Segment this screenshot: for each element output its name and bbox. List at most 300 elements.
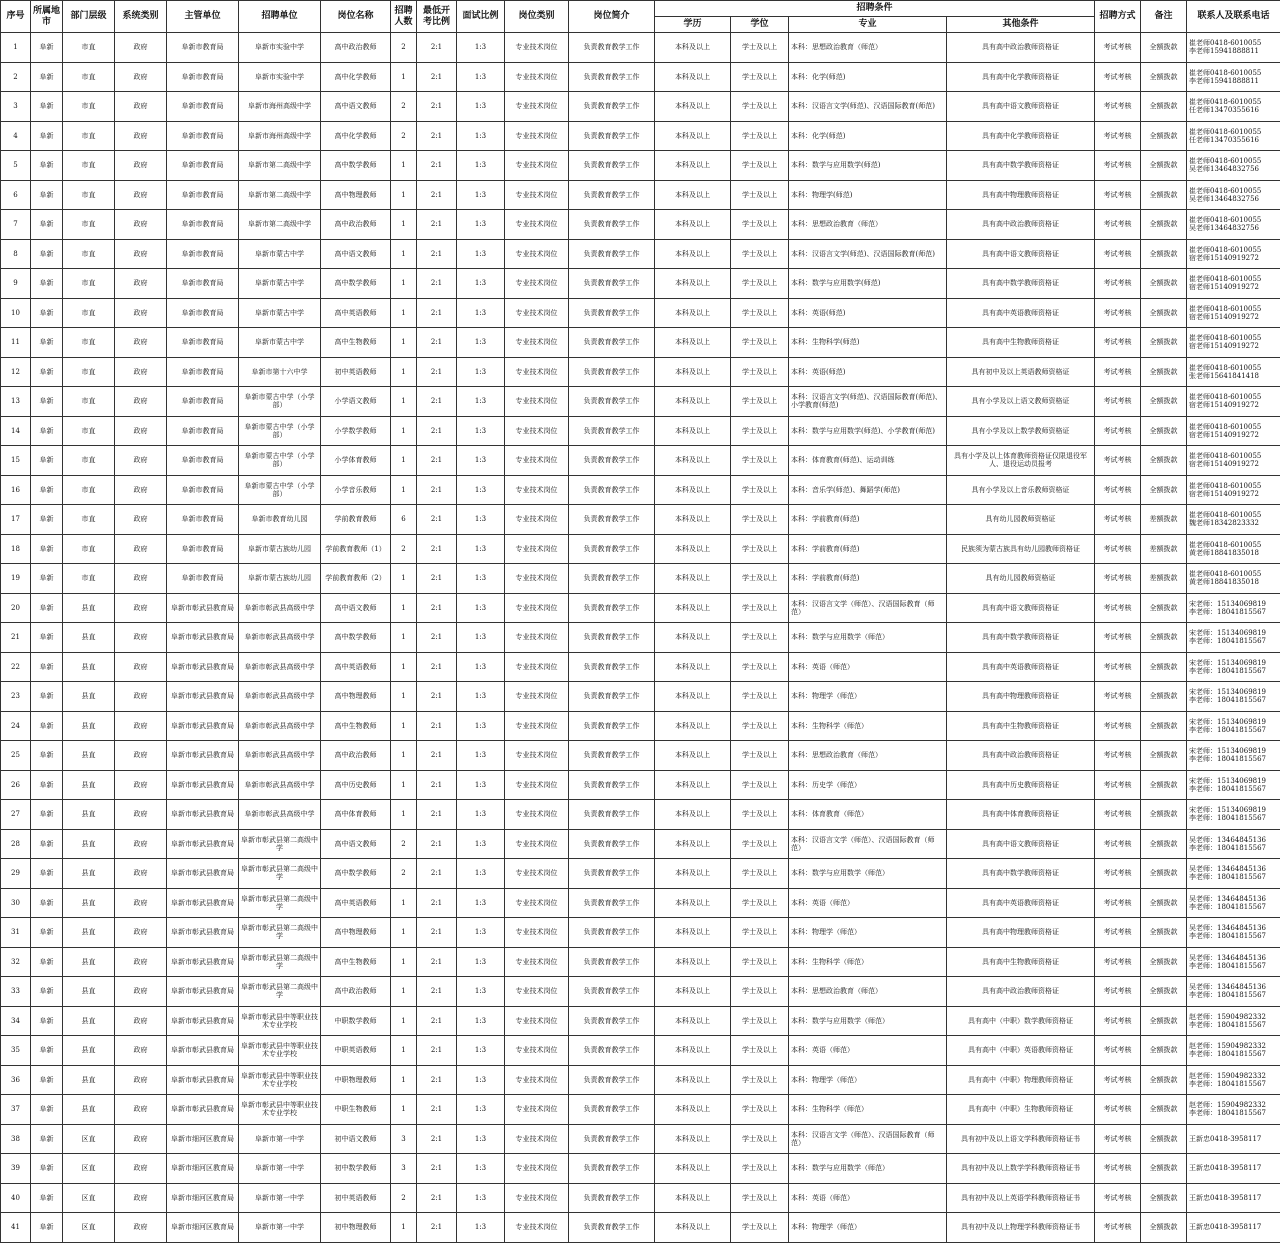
cell-degree: 学士及以上 [731, 1006, 789, 1036]
cell-system: 政府 [115, 1213, 167, 1243]
cell-post: 高中英语教师 [321, 888, 391, 918]
cell-unit: 阜新市教育幼儿园 [239, 505, 321, 535]
cell-system: 政府 [115, 1006, 167, 1036]
cell-other: 具有高中数学教师资格证 [947, 269, 1095, 299]
cell-min-ratio: 2:1 [417, 859, 457, 889]
cell-note: 全额拨款 [1141, 1065, 1187, 1095]
cell-city: 阜新 [31, 859, 63, 889]
cell-method: 考试考核 [1095, 446, 1141, 476]
cell-contact: 宋老师：15134069819 李老师：18041815567 [1187, 682, 1280, 712]
cell-post: 初中语文教师 [321, 1124, 391, 1154]
cell-seq: 35 [1, 1036, 31, 1066]
cell-seq: 17 [1, 505, 31, 535]
cell-note: 全额拨款 [1141, 1036, 1187, 1066]
cell-post-type: 专业技术岗位 [505, 180, 569, 210]
cell-post: 高中政治教师 [321, 33, 391, 63]
cell-major: 本科：英语(师范) [789, 357, 947, 387]
cell-post-type: 专业技术岗位 [505, 564, 569, 594]
cell-post: 高中数学教师 [321, 269, 391, 299]
cell-seq: 1 [1, 33, 31, 63]
cell-unit: 阜新市蒙古中学（小学部） [239, 416, 321, 446]
cell-major: 本科：物理学（师范） [789, 1065, 947, 1095]
cell-major: 本科：思想政治教育（师范） [789, 741, 947, 771]
cell-note: 全额拨款 [1141, 859, 1187, 889]
cell-interview-ratio: 1:3 [457, 652, 505, 682]
cell-other: 具有高中（中职）物理教师资格证 [947, 1065, 1095, 1095]
cell-post-desc: 负责教育教学工作 [569, 534, 655, 564]
cell-major: 本科：汉语言文学(师范)、汉语国际教育(师范) [789, 239, 947, 269]
header-level: 部门层级 [63, 1, 115, 33]
cell-level: 市直 [63, 328, 115, 358]
cell-method: 考试考核 [1095, 770, 1141, 800]
cell-count: 1 [391, 918, 417, 948]
table-row [1, 239, 1280, 269]
cell-level: 市直 [63, 239, 115, 269]
cell-authority: 阜新市彰武县教育局 [167, 918, 239, 948]
cell-major: 本科：数学与应用数学(师范)、小学教育(师范) [789, 416, 947, 446]
cell-count: 1 [391, 269, 417, 299]
cell-contact: 赵老师：15904982332 李老师：18041815567 [1187, 1036, 1280, 1066]
cell-post-type: 专业技术岗位 [505, 534, 569, 564]
cell-authority: 阜新市教育局 [167, 298, 239, 328]
cell-interview-ratio: 1:3 [457, 357, 505, 387]
cell-seq: 16 [1, 475, 31, 505]
cell-edu: 本科及以上 [655, 623, 731, 653]
cell-major: 本科：汉语言文学（师范）、汉语国际教育（师范） [789, 1124, 947, 1154]
cell-authority: 阜新市教育局 [167, 534, 239, 564]
cell-contact: 崔老师0418-6010055 吴老师13464832756 [1187, 151, 1280, 181]
cell-system: 政府 [115, 298, 167, 328]
cell-min-ratio: 2:1 [417, 1124, 457, 1154]
cell-major: 本科：生物科学（师范） [789, 947, 947, 977]
table-header [1, 1, 1280, 33]
cell-min-ratio: 2:1 [417, 239, 457, 269]
cell-edu: 本科及以上 [655, 1036, 731, 1066]
cell-min-ratio: 2:1 [417, 682, 457, 712]
cell-unit: 阜新市蒙古中学 [239, 239, 321, 269]
cell-note: 全额拨款 [1141, 328, 1187, 358]
header-city: 所属地市 [31, 1, 63, 33]
cell-level: 县直 [63, 947, 115, 977]
cell-other: 具有高中英语教师资格证 [947, 652, 1095, 682]
cell-method: 考试考核 [1095, 298, 1141, 328]
cell-system: 政府 [115, 800, 167, 830]
cell-city: 阜新 [31, 741, 63, 771]
cell-count: 1 [391, 1095, 417, 1125]
cell-city: 阜新 [31, 1006, 63, 1036]
cell-post-desc: 负责教育教学工作 [569, 947, 655, 977]
cell-edu: 本科及以上 [655, 682, 731, 712]
header-post-desc: 岗位简介 [569, 1, 655, 33]
cell-seq: 25 [1, 741, 31, 771]
cell-other: 具有高中生物教师资格证 [947, 947, 1095, 977]
cell-post: 中职生物教师 [321, 1095, 391, 1125]
table-row [1, 741, 1280, 771]
cell-degree: 学士及以上 [731, 534, 789, 564]
cell-unit: 阜新市彰武县高级中学 [239, 741, 321, 771]
cell-contact: 崔老师0418-6010055 黄老师18841835018 [1187, 564, 1280, 594]
cell-note: 全额拨款 [1141, 1095, 1187, 1125]
cell-post-type: 专业技术岗位 [505, 593, 569, 623]
cell-edu: 本科及以上 [655, 593, 731, 623]
cell-system: 政府 [115, 180, 167, 210]
cell-interview-ratio: 1:3 [457, 180, 505, 210]
cell-seq: 10 [1, 298, 31, 328]
cell-contact: 王新忠0418-3958117 [1187, 1213, 1280, 1243]
header-other: 其他条件 [947, 17, 1095, 33]
cell-note: 全额拨款 [1141, 239, 1187, 269]
cell-seq: 36 [1, 1065, 31, 1095]
table-row [1, 357, 1280, 387]
cell-major: 本科：汉语言文学（师范）、汉语国际教育（师范） [789, 593, 947, 623]
cell-contact: 赵老师：15904982332 李老师：18041815567 [1187, 1095, 1280, 1125]
cell-edu: 本科及以上 [655, 770, 731, 800]
cell-system: 政府 [115, 269, 167, 299]
cell-major: 本科：数学与应用数学（师范） [789, 859, 947, 889]
cell-authority: 阜新市教育局 [167, 180, 239, 210]
cell-post-type: 专业技术岗位 [505, 623, 569, 653]
cell-contact: 崔老师0418-6010055 张老师15641841418 [1187, 357, 1280, 387]
cell-authority: 阜新市彰武县教育局 [167, 593, 239, 623]
cell-authority: 阜新市教育局 [167, 446, 239, 476]
cell-degree: 学士及以上 [731, 357, 789, 387]
cell-other: 具有高中物理教师资格证 [947, 180, 1095, 210]
cell-min-ratio: 2:1 [417, 1095, 457, 1125]
cell-contact: 崔老师0418-6010055 宿老师15140919272 [1187, 269, 1280, 299]
cell-edu: 本科及以上 [655, 269, 731, 299]
cell-unit: 阜新市第十六中学 [239, 357, 321, 387]
cell-major: 本科：化学(师范) [789, 62, 947, 92]
cell-interview-ratio: 1:3 [457, 210, 505, 240]
cell-city: 阜新 [31, 1213, 63, 1243]
header-seq: 序号 [1, 1, 31, 33]
cell-count: 1 [391, 298, 417, 328]
cell-post: 高中生物教师 [321, 328, 391, 358]
cell-post-type: 专业技术岗位 [505, 918, 569, 948]
cell-system: 政府 [115, 239, 167, 269]
cell-level: 县直 [63, 888, 115, 918]
cell-interview-ratio: 1:3 [457, 741, 505, 771]
cell-contact: 崔老师0418-6010055 吴老师13464832756 [1187, 210, 1280, 240]
cell-count: 1 [391, 652, 417, 682]
cell-level: 市直 [63, 62, 115, 92]
cell-major: 本科：生物科学（师范） [789, 711, 947, 741]
cell-method: 考试考核 [1095, 269, 1141, 299]
cell-post-type: 专业技术岗位 [505, 711, 569, 741]
cell-interview-ratio: 1:3 [457, 92, 505, 122]
cell-edu: 本科及以上 [655, 918, 731, 948]
cell-count: 1 [391, 1065, 417, 1095]
cell-system: 政府 [115, 1154, 167, 1184]
cell-degree: 学士及以上 [731, 623, 789, 653]
cell-interview-ratio: 1:3 [457, 328, 505, 358]
cell-method: 考试考核 [1095, 121, 1141, 151]
cell-count: 2 [391, 829, 417, 859]
cell-edu: 本科及以上 [655, 652, 731, 682]
cell-note: 全额拨款 [1141, 623, 1187, 653]
cell-seq: 26 [1, 770, 31, 800]
cell-edu: 本科及以上 [655, 121, 731, 151]
cell-post-type: 专业技术岗位 [505, 92, 569, 122]
cell-degree: 学士及以上 [731, 210, 789, 240]
cell-post-type: 专业技术岗位 [505, 1154, 569, 1184]
cell-unit: 阜新市彰武县中等职业技术专业学校 [239, 1065, 321, 1095]
cell-method: 考试考核 [1095, 593, 1141, 623]
header-system: 系统类别 [115, 1, 167, 33]
cell-count: 1 [391, 711, 417, 741]
table-row [1, 1213, 1280, 1243]
cell-count: 1 [391, 593, 417, 623]
cell-system: 政府 [115, 1124, 167, 1154]
cell-interview-ratio: 1:3 [457, 239, 505, 269]
cell-note: 全额拨款 [1141, 357, 1187, 387]
cell-interview-ratio: 1:3 [457, 1124, 505, 1154]
cell-method: 考试考核 [1095, 33, 1141, 63]
cell-contact: 崔老师0418-6010055 任老师13470355616 [1187, 92, 1280, 122]
table-row [1, 62, 1280, 92]
cell-method: 考试考核 [1095, 829, 1141, 859]
cell-min-ratio: 2:1 [417, 328, 457, 358]
cell-post-type: 专业技术岗位 [505, 446, 569, 476]
cell-post-type: 专业技术岗位 [505, 33, 569, 63]
cell-major: 本科：英语（师范） [789, 652, 947, 682]
cell-level: 县直 [63, 800, 115, 830]
cell-count: 1 [391, 682, 417, 712]
cell-post: 高中语文教师 [321, 239, 391, 269]
header-note: 备注 [1141, 1, 1187, 33]
cell-method: 考试考核 [1095, 1183, 1141, 1213]
cell-post: 高中语文教师 [321, 829, 391, 859]
cell-note: 全额拨款 [1141, 800, 1187, 830]
cell-major: 本科：体育教育（师范） [789, 800, 947, 830]
cell-min-ratio: 2:1 [417, 652, 457, 682]
cell-major: 本科：汉语言文学(师范)、汉语国际教育(师范)、小学教育(师范) [789, 387, 947, 417]
table-row [1, 652, 1280, 682]
cell-seq: 22 [1, 652, 31, 682]
cell-post-desc: 负责教育教学工作 [569, 711, 655, 741]
cell-interview-ratio: 1:3 [457, 800, 505, 830]
cell-interview-ratio: 1:3 [457, 1213, 505, 1243]
cell-other: 具有高中（中职）生物教师资格证 [947, 1095, 1095, 1125]
cell-unit: 阜新市海州高级中学 [239, 121, 321, 151]
cell-authority: 阜新市彰武县教育局 [167, 1065, 239, 1095]
cell-post-desc: 负责教育教学工作 [569, 121, 655, 151]
table-row [1, 180, 1280, 210]
cell-contact: 赵老师：15904982332 李老师：18041815567 [1187, 1065, 1280, 1095]
table-row [1, 829, 1280, 859]
cell-degree: 学士及以上 [731, 1036, 789, 1066]
cell-major: 本科：数学与应用数学(师范) [789, 151, 947, 181]
cell-note: 全额拨款 [1141, 298, 1187, 328]
cell-post: 高中物理教师 [321, 918, 391, 948]
cell-city: 阜新 [31, 121, 63, 151]
cell-post-type: 专业技术岗位 [505, 1036, 569, 1066]
cell-degree: 学士及以上 [731, 977, 789, 1007]
cell-count: 1 [391, 180, 417, 210]
cell-seq: 5 [1, 151, 31, 181]
cell-note: 差额拨款 [1141, 564, 1187, 594]
cell-post-desc: 负责教育教学工作 [569, 180, 655, 210]
cell-major: 本科：化学(师范) [789, 121, 947, 151]
cell-major: 本科：汉语言文学（师范）、汉语国际教育（师范） [789, 829, 947, 859]
cell-seq: 29 [1, 859, 31, 889]
cell-note: 差额拨款 [1141, 534, 1187, 564]
cell-major: 本科：数学与应用数学（师范） [789, 623, 947, 653]
cell-city: 阜新 [31, 1095, 63, 1125]
cell-other: 具有幼儿园教师资格证 [947, 564, 1095, 594]
cell-contact: 宋老师：15134069819 李老师：18041815567 [1187, 741, 1280, 771]
cell-level: 县直 [63, 1065, 115, 1095]
cell-system: 政府 [115, 918, 167, 948]
cell-edu: 本科及以上 [655, 711, 731, 741]
cell-post-desc: 负责教育教学工作 [569, 741, 655, 771]
cell-post: 学前教育教师（1） [321, 534, 391, 564]
cell-level: 市直 [63, 387, 115, 417]
table-row [1, 888, 1280, 918]
cell-city: 阜新 [31, 711, 63, 741]
cell-authority: 阜新市彰武县教育局 [167, 1095, 239, 1125]
cell-system: 政府 [115, 770, 167, 800]
cell-authority: 阜新市彰武县教育局 [167, 1036, 239, 1066]
cell-post: 中职物理教师 [321, 1065, 391, 1095]
cell-seq: 32 [1, 947, 31, 977]
cell-post-type: 专业技术岗位 [505, 1095, 569, 1125]
cell-method: 考试考核 [1095, 357, 1141, 387]
cell-method: 考试考核 [1095, 741, 1141, 771]
cell-contact: 宋老师：15134069819 李老师：18041815567 [1187, 770, 1280, 800]
cell-count: 1 [391, 1006, 417, 1036]
cell-other: 具有高中（中职）英语教师资格证 [947, 1036, 1095, 1066]
table-row [1, 298, 1280, 328]
cell-min-ratio: 2:1 [417, 1213, 457, 1243]
cell-system: 政府 [115, 210, 167, 240]
cell-post-desc: 负责教育教学工作 [569, 357, 655, 387]
cell-interview-ratio: 1:3 [457, 888, 505, 918]
cell-post-desc: 负责教育教学工作 [569, 888, 655, 918]
cell-note: 全额拨款 [1141, 593, 1187, 623]
cell-other: 具有高中历史教师资格证 [947, 770, 1095, 800]
cell-degree: 学士及以上 [731, 741, 789, 771]
cell-post: 高中政治教师 [321, 977, 391, 1007]
cell-contact: 崔老师0418-6010055 宿老师15140919272 [1187, 475, 1280, 505]
cell-system: 政府 [115, 357, 167, 387]
cell-interview-ratio: 1:3 [457, 121, 505, 151]
cell-system: 政府 [115, 33, 167, 63]
cell-system: 政府 [115, 1183, 167, 1213]
cell-edu: 本科及以上 [655, 33, 731, 63]
cell-min-ratio: 2:1 [417, 741, 457, 771]
cell-contact: 崔老师0418-6010055 宿老师15140919272 [1187, 239, 1280, 269]
cell-level: 县直 [63, 1036, 115, 1066]
cell-interview-ratio: 1:3 [457, 151, 505, 181]
cell-post: 高中英语教师 [321, 298, 391, 328]
table-row [1, 623, 1280, 653]
cell-interview-ratio: 1:3 [457, 416, 505, 446]
cell-unit: 阜新市彰武县中等职业技术专业学校 [239, 1036, 321, 1066]
cell-note: 全额拨款 [1141, 1006, 1187, 1036]
cell-edu: 本科及以上 [655, 1065, 731, 1095]
table-row [1, 151, 1280, 181]
cell-note: 全额拨款 [1141, 977, 1187, 1007]
cell-city: 阜新 [31, 977, 63, 1007]
cell-other: 具有高中生物教师资格证 [947, 328, 1095, 358]
cell-system: 政府 [115, 151, 167, 181]
cell-min-ratio: 2:1 [417, 210, 457, 240]
cell-post-type: 专业技术岗位 [505, 210, 569, 240]
cell-count: 1 [391, 888, 417, 918]
cell-degree: 学士及以上 [731, 800, 789, 830]
cell-min-ratio: 2:1 [417, 1154, 457, 1184]
cell-degree: 学士及以上 [731, 239, 789, 269]
cell-unit: 阜新市彰武县高级中学 [239, 593, 321, 623]
cell-edu: 本科及以上 [655, 534, 731, 564]
cell-post-desc: 负责教育教学工作 [569, 239, 655, 269]
cell-post-type: 专业技术岗位 [505, 475, 569, 505]
cell-major: 本科：体育教育(师范)、运动训练 [789, 446, 947, 476]
cell-other: 具有高中政治教师资格证 [947, 210, 1095, 240]
cell-edu: 本科及以上 [655, 328, 731, 358]
cell-degree: 学士及以上 [731, 829, 789, 859]
cell-interview-ratio: 1:3 [457, 298, 505, 328]
cell-system: 政府 [115, 593, 167, 623]
cell-major: 本科：物理学（师范） [789, 1213, 947, 1243]
cell-interview-ratio: 1:3 [457, 682, 505, 712]
cell-city: 阜新 [31, 1036, 63, 1066]
cell-interview-ratio: 1:3 [457, 977, 505, 1007]
cell-edu: 本科及以上 [655, 92, 731, 122]
cell-system: 政府 [115, 859, 167, 889]
table-row [1, 1124, 1280, 1154]
cell-city: 阜新 [31, 829, 63, 859]
cell-min-ratio: 2:1 [417, 829, 457, 859]
cell-unit: 阜新市蒙古中学 [239, 298, 321, 328]
cell-post-type: 专业技术岗位 [505, 888, 569, 918]
cell-note: 全额拨款 [1141, 1124, 1187, 1154]
cell-major: 本科：数学与应用数学(师范) [789, 269, 947, 299]
cell-edu: 本科及以上 [655, 210, 731, 240]
cell-edu: 本科及以上 [655, 829, 731, 859]
cell-post: 初中物理教师 [321, 1213, 391, 1243]
cell-level: 市直 [63, 357, 115, 387]
cell-min-ratio: 2:1 [417, 623, 457, 653]
cell-unit: 阜新市蒙古中学（小学部） [239, 475, 321, 505]
cell-level: 县直 [63, 741, 115, 771]
cell-system: 政府 [115, 416, 167, 446]
cell-min-ratio: 2:1 [417, 800, 457, 830]
cell-unit: 阜新市彰武县第二高级中学 [239, 859, 321, 889]
cell-interview-ratio: 1:3 [457, 475, 505, 505]
cell-city: 阜新 [31, 269, 63, 299]
cell-method: 考试考核 [1095, 652, 1141, 682]
cell-contact: 宋老师：15134069819 李老师：18041815567 [1187, 800, 1280, 830]
cell-degree: 学士及以上 [731, 151, 789, 181]
cell-level: 市直 [63, 210, 115, 240]
cell-min-ratio: 2:1 [417, 92, 457, 122]
cell-level: 市直 [63, 180, 115, 210]
header-min-ratio: 最低开考比例 [417, 1, 457, 33]
cell-contact: 宋老师：15134069819 李老师：18041815567 [1187, 623, 1280, 653]
cell-seq: 23 [1, 682, 31, 712]
cell-min-ratio: 2:1 [417, 387, 457, 417]
table-row [1, 416, 1280, 446]
cell-post-type: 专业技术岗位 [505, 121, 569, 151]
cell-authority: 阜新市细河区教育局 [167, 1154, 239, 1184]
cell-post: 小学数学教师 [321, 416, 391, 446]
cell-city: 阜新 [31, 918, 63, 948]
cell-city: 阜新 [31, 947, 63, 977]
cell-city: 阜新 [31, 210, 63, 240]
cell-contact: 宋老师：15134069819 李老师：18041815567 [1187, 711, 1280, 741]
